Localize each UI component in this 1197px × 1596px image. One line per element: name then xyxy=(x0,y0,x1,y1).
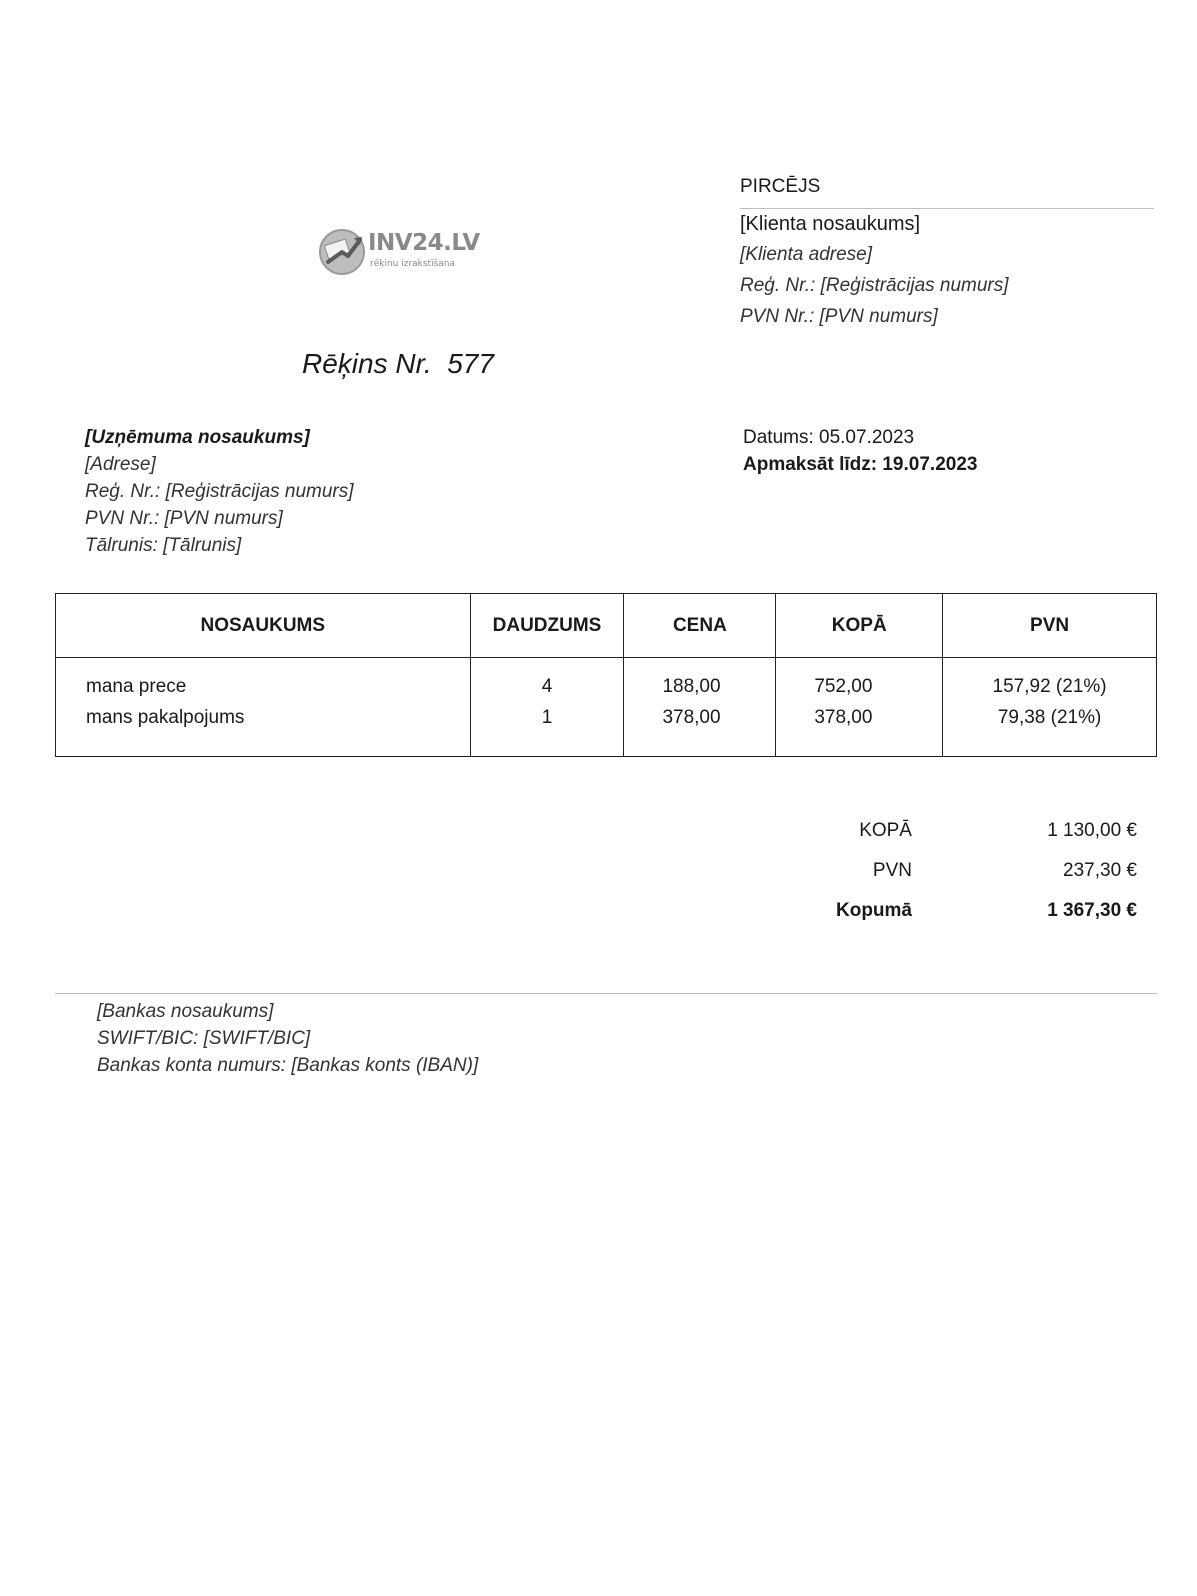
invoice-title: Rēķins Nr. 577 xyxy=(302,348,494,379)
table-header-row xyxy=(56,594,1157,658)
bank-name: [Bankas nosaukums] xyxy=(97,1001,274,1022)
row-1-price: 188,00 xyxy=(662,676,721,697)
seller-phone: Tālrunis: [Tālrunis] xyxy=(85,535,242,556)
row-2-price: 378,00 xyxy=(662,707,721,728)
row-1-quantity: 4 xyxy=(541,676,553,697)
price-column xyxy=(624,658,776,757)
column-header-price: CENA xyxy=(624,594,776,658)
column-header-quantity: DAUDZUMS xyxy=(470,594,624,658)
buyer-divider xyxy=(740,208,1154,209)
logo-icon xyxy=(318,228,366,276)
buyer-vat-number: PVN Nr.: [PVN numurs] xyxy=(740,306,938,327)
column-header-total: KOPĀ xyxy=(776,594,943,658)
grand-total-label: Kopumā xyxy=(836,900,912,921)
total-column xyxy=(776,658,943,757)
seller-vat-number: PVN Nr.: [PVN numurs] xyxy=(85,508,283,529)
seller-name: [Uzņēmuma nosaukums] xyxy=(85,427,310,448)
name-column xyxy=(56,658,471,757)
bank-divider xyxy=(55,993,1157,994)
items-table xyxy=(55,593,1157,757)
grand-total-value: 1 367,30 € xyxy=(1047,900,1137,921)
quantity-column xyxy=(470,658,624,757)
column-header-vat: PVN xyxy=(943,594,1157,658)
bank-swift: SWIFT/BIC: [SWIFT/BIC] xyxy=(97,1028,311,1049)
table-body xyxy=(56,658,1157,757)
seller-reg-number: Reģ. Nr.: [Reģistrācijas numurs] xyxy=(85,481,354,502)
company-logo xyxy=(318,226,480,282)
row-1-vat: 157,92 (21%) xyxy=(992,676,1107,697)
logo-subtitle: rēķinu izrakstīšana xyxy=(370,259,456,269)
buyer-address: [Klienta adrese] xyxy=(740,244,873,265)
subtotal-label: KOPĀ xyxy=(859,820,912,841)
due-date: Apmaksāt līdz: 19.07.2023 xyxy=(743,454,978,475)
bank-account: Bankas konta numurs: [Bankas konts (IBAN)] xyxy=(97,1055,479,1076)
seller-address: [Adrese] xyxy=(85,454,156,475)
row-1-total: 752,00 xyxy=(814,676,873,697)
subtotal-value: 1 130,00 € xyxy=(1047,820,1137,841)
logo-text: INV24.LV xyxy=(368,230,480,256)
invoice-date: Datums: 05.07.2023 xyxy=(743,427,915,448)
row-1-name: mana prece xyxy=(86,676,187,697)
buyer-heading: PIRCĒJS xyxy=(740,176,821,197)
vat-column xyxy=(943,658,1157,757)
row-2-quantity: 1 xyxy=(541,707,553,728)
row-2-name: mans pakalpojums xyxy=(86,707,245,728)
row-2-total: 378,00 xyxy=(814,707,873,728)
buyer-reg-number: Reģ. Nr.: [Reģistrācijas numurs] xyxy=(740,275,1009,296)
vat-total-label: PVN xyxy=(872,860,912,881)
column-header-name: NOSAUKUMS xyxy=(56,594,471,658)
buyer-name: [Klienta nosaukums] xyxy=(740,213,921,235)
vat-total-value: 237,30 € xyxy=(1063,860,1137,881)
row-2-vat: 79,38 (21%) xyxy=(997,707,1102,728)
